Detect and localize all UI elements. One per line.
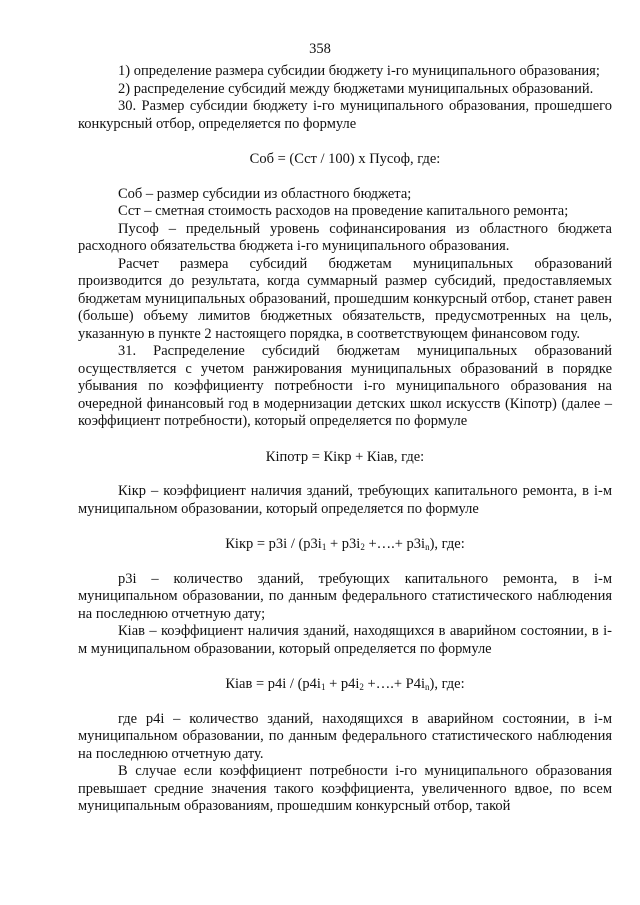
paragraph-item-1: 1) определение размера субсидии бюджету i-го муниципального образования; (118, 63, 600, 79)
definition-kikr: Кiкр – коэффициент наличия зданий, требующих капитального ремонта, в i-м муниципальном образовании, который определяется по формуле (78, 483, 612, 517)
page-number: 358 (309, 41, 331, 57)
paragraph-item-2: 2) распределение субсидий между бюджетами муниципальных образований. (118, 80, 594, 97)
paragraph-30: 30. Размер субсидии бюджету i-го муниципального образования, прошедшего конкурсный отбор, определяется по формуле (78, 98, 612, 132)
formula-kiav: Кiав = $р4i / (р4i_1 + р4i_2$ +….+ $Р4i_n$), где: (225, 676, 465, 692)
document-body (78, 63, 612, 816)
paragraph-31: 31. Распределение субсидий бюджетам муниципальных образований осуществляется с учетом ранжирования муниципальных образований в порядке убывания по коэффициенту потребности i-го муниципального образования на очередной финансовый год в модернизации детских школ искусств (Кiпотр) (далее – коэффициент потребности), который определяется по формуле (78, 343, 612, 429)
definition-r3i: р3i – количество зданий, требующих капитального ремонта, в i-м муниципальном образовании, по данным федерального статистического наблюдения на последнюю отчетную дату; (78, 570, 612, 622)
definition-pusof: Пусоф – предельный уровень софинансирования из областного бюджета расходного обязательства бюджета i-го муниципального образования. (78, 220, 612, 254)
paragraph-exceeds-average: В случае если коэффициент потребности i-го муниципального образования превышает средние значения такого коэффициента, увеличенного вдвое, по всем муниципальным образованиям, прошедшим конкурсный отбор, такой (78, 763, 612, 814)
definition-sst: Сст – сметная стоимость расходов на проведение капитального ремонта; (118, 203, 569, 219)
definition-kiav: Кiав – коэффициент наличия зданий, находящихся в аварийном состоянии, в i-м муниципальном образовании, который определяется по формуле (78, 623, 612, 657)
formula-subsidy-size: Соб = (Сст / 100) х Пусоф, где: (249, 151, 441, 167)
formula-need-coefficient: Кiпотр = Кiкр + Кiав, где: (265, 448, 425, 465)
formula-kikr: Кiкр = $р3i / (р3i_1 + р3i_2$ +….+ $р3i_n$), где: (225, 536, 465, 552)
definition-sob: Соб – размер субсидии из областного бюджета; (118, 185, 412, 202)
definition-r4i: где р4i – количество зданий, находящихся в аварийном состоянии, в i-м муниципальном образовании, по данным федерального статистического наблюдения на последнюю отчетную дату. (78, 710, 612, 762)
paragraph-calculation: Расчет размера субсидий бюджетам муниципальных образований производится до результата, когда суммарный размер субсидий, предоставляемых бюджетам муниципальных образований, прошедшим конкурсный отбор, станет равен (больше) объему лимитов бюджетных обязательств, предусмотренных на цель, указанную в пункте 2 настоящего порядка, в соответствующем финансовом году. (78, 255, 612, 342)
